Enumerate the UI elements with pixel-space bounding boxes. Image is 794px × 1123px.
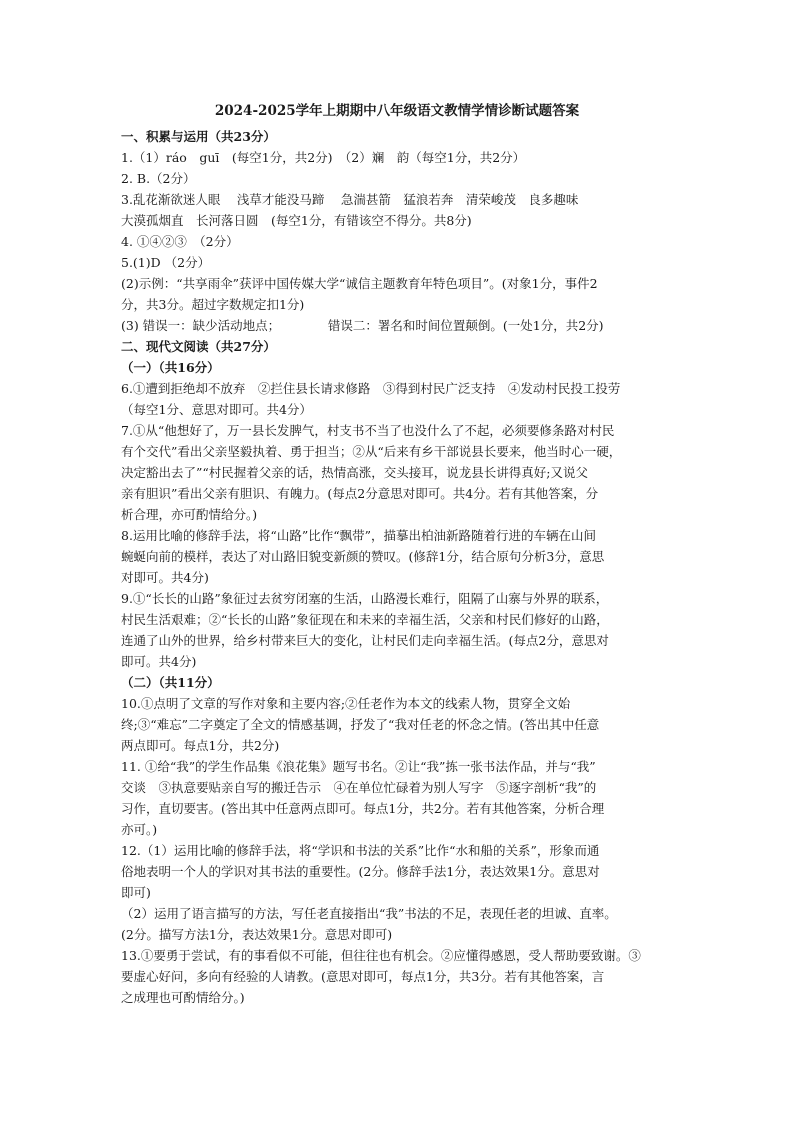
answer-line: 亲有胆识”看出父亲有胆识、有魄力。(每点2分意思对即可。共4分。若有其他答案，分 bbox=[121, 486, 599, 501]
answer-line: 终;③“难忘”二字奠定了全文的情感基调，抒发了“我对任老的怀念之情。(答出其中任意 bbox=[121, 717, 600, 732]
answer-line: 1.（1）ráo guī (每空1分，共2分) （2）斓 韵（每空1分，共2分） bbox=[121, 150, 526, 165]
answer-line: 12.（1）运用比喻的修辞手法，将“学识和书法的关系”比作“水和船的关系”，形象而通 bbox=[121, 843, 600, 858]
answer-line: 11. ①给“我”的学生作品集《浪花集》题写书名。②让“我”拣一张书法作品，并与“我” bbox=[121, 759, 596, 774]
answer-line: 村民生活艰难；②“长长的山路”象征现在和未来的幸福生活，父亲和村民们修好的山路， bbox=[121, 612, 609, 627]
answer-line: (2)示例：“共享雨伞”获评中国传媒大学“诚信主题教育年特色项目”。(对象1分，事件2 bbox=[121, 276, 598, 291]
answer-line: 4. ①④②③ （2分） bbox=[121, 234, 239, 249]
answer-line: 5.(1)D （2分） bbox=[121, 255, 211, 270]
answer-line: 习作，直切要害。(答出其中任意两点即可。每点1分，共2分。若有其他答案，分析合理 bbox=[121, 801, 605, 816]
answer-line: （2）运用了语言描写的方法，写任老直接指出“我”书法的不足，表现任老的坦诚、直率。 bbox=[121, 906, 617, 921]
answer-line: 3.乱花渐欲迷人眼 浅草才能没马蹄 急湍甚箭 猛浪若奔 清荣峻茂 良多趣味 bbox=[121, 192, 579, 207]
answer-line: 亦可。) bbox=[121, 822, 158, 837]
section-heading: （二）（共11分） bbox=[121, 675, 220, 690]
answer-line: 连通了山外的世界，给乡村带来巨大的变化，让村民们走向幸福生活。(每点2分，意思对 bbox=[121, 633, 609, 648]
document-title: 2024-2025学年上期期中八年级语文教情学情诊断试题答案 bbox=[214, 103, 580, 119]
answer-line: 9.①“长长的山路”象征过去贫穷闭塞的生活，山路漫长难行，阻隔了山寨与外界的联系， bbox=[121, 591, 609, 606]
answer-line: 10.①点明了文章的写作对象和主要内容;②任老作为本文的线索人物，贯穿全文始 bbox=[121, 696, 571, 711]
answer-line: （每空1分、意思对即可。共4分） bbox=[121, 402, 312, 417]
answer-line: 即可。共4分) bbox=[121, 654, 197, 669]
answer-line: 8.运用比喻的修辞手法，将“山路”比作“飘带”，描摹出柏油新路随着行进的车辆在山间 bbox=[121, 528, 596, 543]
answer-line: 即可) bbox=[121, 885, 151, 900]
section-heading: 一、积累与运用（共23分） bbox=[121, 129, 276, 144]
answer-line: 析合理，亦可酌情给分。) bbox=[121, 507, 258, 522]
section-heading: （一）（共16分） bbox=[121, 360, 220, 375]
answer-line: (2分。描写方法1分，表达效果1分。意思对即可) bbox=[121, 927, 393, 942]
answer-line: 13.①要勇于尝试，有的事看似不可能，但往往也有机会。②应懂得感恩，受人帮助要致谢。③ bbox=[121, 948, 641, 963]
answer-line: 蜿蜒向前的模样，表达了对山路旧貌变新颜的赞叹。(修辞1分，结合原句分析3分，意思 bbox=[121, 549, 605, 564]
answer-line: (3) 错误一：缺少活动地点； 错误二：署名和时间位置颠倒。(一处1分，共2分) bbox=[121, 318, 604, 333]
answer-line: 对即可。共4分) bbox=[121, 570, 209, 585]
answer-line: 交谈 ③执意要贴亲自写的搬迁告示 ④在单位忙碌着为别人写字 ⑤逐字剖析“我”的 bbox=[121, 780, 597, 795]
answer-line: 两点即可。每点1分，共2分) bbox=[121, 738, 280, 753]
answer-line: 有个交代”看出父亲坚毅执着、勇于担当；②从“后来有乡干部说县长要来，他当时心一硬， bbox=[121, 444, 622, 459]
answer-line: 俗地表明一个人的学识对其书法的重要性。(2分。修辞手法1分，表达效果1分。意思对 bbox=[121, 864, 600, 879]
answer-line: 要虚心好问，多向有经验的人请教。(意思对即可，每点1分，共3分。若有其他答案，言 bbox=[121, 969, 605, 984]
answer-line: 决定豁出去了”“村民握着父亲的话，热情高涨，交头接耳，说龙县长讲得真好;又说父 bbox=[121, 465, 588, 480]
answer-line: 大漠孤烟直 长河落日圆 (每空1分，有错该空不得分。共8分) bbox=[121, 213, 472, 228]
section-heading: 二、现代文阅读（共27分） bbox=[121, 339, 276, 354]
answer-line: 6.①遭到拒绝却不放弃 ②拦住县长请求修路 ③得到村民广泛支持 ④发动村民投工投劳 bbox=[121, 381, 621, 396]
answer-line: 7.①从“他想好了，万一县长发脾气，村支书不当了也没什么了不起，必须要修条路对村民 bbox=[121, 423, 615, 438]
answer-line: 分，共3分。超过字数规定扣1分) bbox=[121, 297, 305, 312]
answer-line: 2. B.（2分） bbox=[121, 171, 196, 186]
answer-line: 之成理也可酌情给分。) bbox=[121, 990, 245, 1005]
